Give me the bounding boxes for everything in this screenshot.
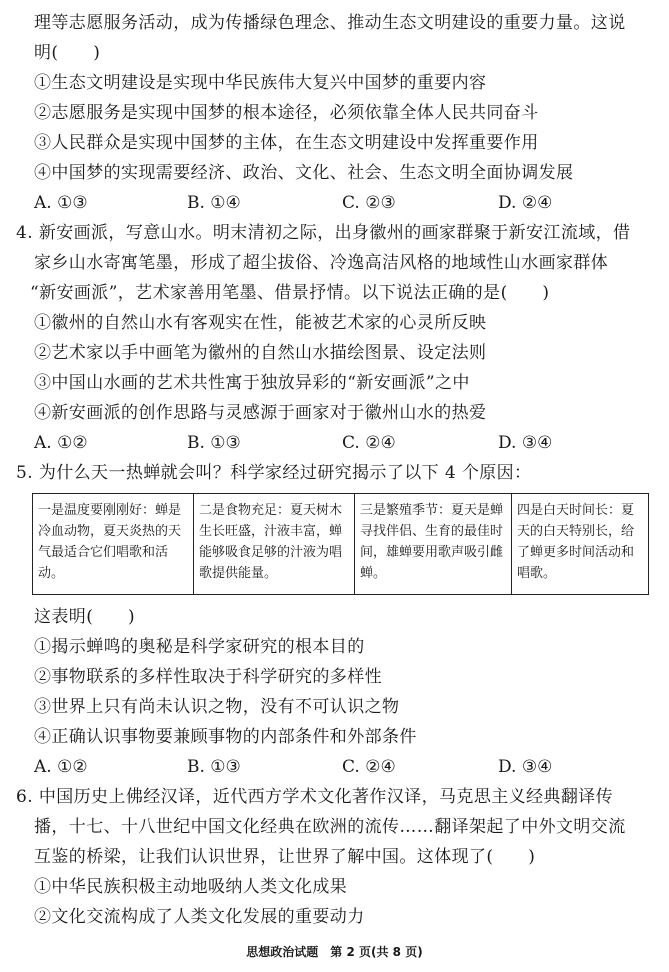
q6-stem-line-1: 6. 中国历史上佛经汉译，近代西方学术文化著作汉译，马克思主义经典翻译传 [16,787,614,807]
q3-item-2: ②志愿服务是实现中国梦的根本途径，必须依靠全体人民共同奋斗 [34,103,539,123]
q3-stem-line-1: 理等志愿服务活动，成为传播绿色理念、推动生态文明建设的重要力量。这说 [34,13,626,33]
q5-item-4: ④正确认识事物要兼顾事物的内部条件和外部条件 [34,727,417,747]
q4-option-d: D. ③④ [498,433,553,453]
q4-option-c: C. ②④ [342,433,396,453]
q3-item-1: ①生态文明建设是实现中华民族伟大复兴中国梦的重要内容 [34,73,487,93]
q5-option-b: B. ①③ [187,757,241,777]
q3-options [34,192,594,214]
q4-item-3: ③中国山水画的艺术共性寓于独放异彩的“新安画派”之中 [34,373,470,393]
q3-option-d: D. ②④ [498,193,553,213]
q3-item-3: ③人民群众是实现中国梦的主体，在生态文明建设中发挥重要作用 [34,133,539,153]
q5-reason-1: 一是温度要刚刚好：蝉是冷血动物，夏天炎热的天气最适合它们唱歌和活动。 [33,494,194,595]
q5-reason-2: 二是食物充足：夏天树木生长旺盛，汁液丰富，蝉能够吸食足够的汁液为唱歌提供能量。 [194,494,355,595]
q4-options [34,432,594,454]
q4-option-b: B. ①③ [187,433,241,453]
q3-option-c: C. ②③ [342,193,396,213]
q3-option-b: B. ①④ [187,193,241,213]
q4-stem-line-3: “新安画派”，艺术家善用笔墨、借景抒情。以下说法正确的是( ) [30,283,550,303]
q4-item-1: ①徽州的自然山水有客观实在性，能被艺术家的心灵所反映 [34,313,487,333]
q4-item-4: ④新安画派的创作思路与灵感源于画家对于徽州山水的热爱 [34,403,487,423]
q4-stem-line-1: 4. 新安画派，写意山水。明末清初之际，出身徽州的画家群聚于新安江流域，借 [16,223,631,243]
q6-stem-line-3: 互鉴的桥梁，让我们认识世界，让世界了解中国。这体现了( ) [34,847,536,867]
q3-option-a: A. ①③ [34,193,88,213]
q5-item-1: ①揭示蝉鸣的奥秘是科学家研究的根本目的 [34,637,365,657]
q6-item-2: ②文化交流构成了人类文化发展的重要动力 [34,907,365,927]
q4-stem-line-2: 家乡山水寄寓笔墨，形成了超尘拔俗、冷逸高洁风格的地域性山水画家群体 [34,253,609,273]
q5-item-2: ②事物联系的多样性取决于科学研究的多样性 [34,667,382,687]
q6-stem-line-2: 播，十七、十八世纪中国文化经典在欧洲的流传……翻译架起了中外文明交流 [34,817,626,837]
q5-reasons-table [32,493,649,595]
q5-option-d: D. ③④ [498,757,553,777]
q5-reason-3: 三是繁殖季节：夏天是蝉寻找伴侣、生育的最佳时间，雄蝉要用歌声吸引雌蝉。 [355,494,512,595]
q3-stem-line-2: 明( ) [34,43,101,63]
page-footer: 思想政治试题 第 2 页(共 8 页) [246,945,423,959]
q5-options [34,756,594,778]
q5-option-a: A. ①② [34,757,88,777]
q4-item-2: ②艺术家以手中画笔为徽州的自然山水描绘图景、设定法则 [34,343,487,363]
q5-stem-line-1: 5. 为什么天一热蝉就会叫？科学家经过研究揭示了以下 4 个原因： [16,463,532,483]
q4-option-a: A. ①② [34,433,88,453]
q5-reason-4: 四是白天时间长：夏天的白天特别长，给了蝉更多时间活动和唱歌。 [512,494,649,595]
q6-item-1: ①中华民族积极主动地吸纳人类文化成果 [34,877,348,897]
table-row [33,494,649,595]
q5-item-3: ③世界上只有尚未认识之物，没有不可认识之物 [34,697,400,717]
q5-option-c: C. ②④ [342,757,396,777]
q3-item-4: ④中国梦的实现需要经济、政治、文化、社会、生态文明全面协调发展 [34,163,574,183]
q5-stem-line-2: 这表明( ) [34,607,136,627]
